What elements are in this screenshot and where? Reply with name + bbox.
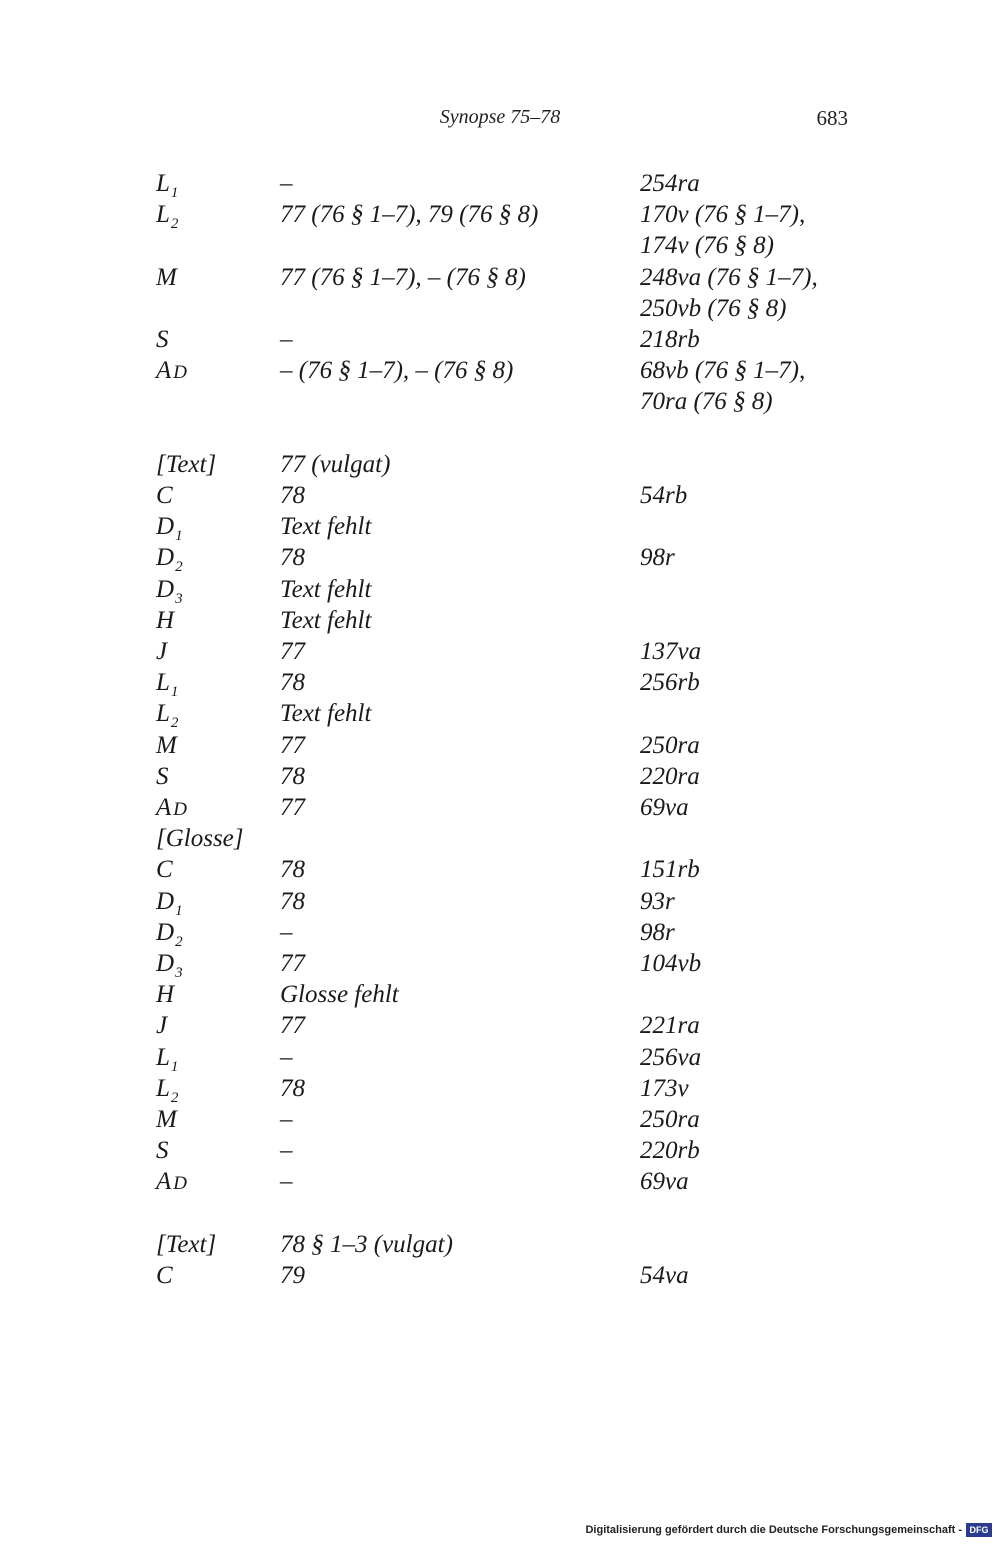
table-row (0, 792, 1000, 823)
table-row (0, 1166, 1000, 1197)
siglum-letter: D (156, 575, 175, 603)
table-row (0, 574, 1000, 605)
dfg-logo: DFG (966, 1523, 992, 1537)
siglum-letter: L (156, 1043, 170, 1071)
chapter-cell: 78 (280, 762, 305, 790)
siglum-cell (156, 1010, 169, 1045)
siglum-letter: [Text] (156, 1230, 217, 1258)
siglum-letter: D (156, 918, 175, 946)
table-row (0, 262, 1000, 293)
siglum-subscript: 1 (175, 902, 183, 919)
siglum-letter: D (156, 513, 175, 541)
siglum-letter: H (156, 606, 175, 634)
siglum-cell (156, 230, 158, 265)
siglum-letter: [Text] (156, 450, 217, 478)
table-row (0, 1260, 1000, 1291)
siglum-subscript: 3 (175, 965, 183, 981)
folio-cell: 137va (640, 638, 702, 665)
siglum-cell (156, 1260, 175, 1295)
siglum-letter: S (156, 1137, 169, 1165)
table-row (0, 542, 1000, 576)
siglum-letter: J (156, 1012, 168, 1040)
folio-cell: 69va (640, 1168, 689, 1196)
chapter-cell: – (280, 1168, 293, 1196)
folio-cell: 248va (76 § 1–7), (640, 263, 818, 291)
siglum-letter: S (156, 762, 169, 790)
siglum-cell (156, 605, 176, 640)
siglum-letter: [Glosse] (156, 825, 244, 853)
table-row (0, 449, 1000, 480)
chapter-cell: 78 (280, 1074, 305, 1102)
digitization-credit: Digitalisierung gefördert durch die Deutsche Forschungsgemeinschaft - (585, 1524, 962, 1536)
folio-cell: 104vb (640, 950, 702, 977)
siglum-letter: M (156, 1106, 177, 1133)
folio-cell: 256va (640, 1043, 702, 1071)
siglum-cell (156, 854, 175, 889)
folio-cell: 174v (76 § 8) (640, 232, 774, 260)
chapter-cell: – (280, 170, 293, 197)
table-row (0, 1135, 1000, 1166)
folio-cell: 221ra (640, 1012, 700, 1040)
siglum-cell (156, 636, 169, 671)
siglum-letter: D (156, 887, 175, 915)
table-row (0, 511, 1000, 545)
siglum-subscript: 2 (170, 216, 179, 233)
table-row (0, 418, 1000, 449)
siglum-cell (156, 948, 184, 983)
siglum-cell (156, 449, 218, 484)
folio-cell: 68vb (76 § 1–7), (640, 357, 806, 385)
siglum-letter: H (156, 981, 175, 1009)
siglum-cell (156, 886, 184, 921)
siglum-cell (156, 667, 179, 702)
siglum-letter: L (156, 1074, 170, 1102)
table-row (0, 636, 1000, 667)
table-row (0, 1229, 1000, 1260)
folio-cell: 250vb (76 § 8) (640, 294, 787, 322)
table-row (0, 979, 1000, 1010)
chapter-cell: 78 (280, 669, 305, 697)
table-row (0, 293, 1000, 324)
chapter-cell: – (280, 1137, 293, 1165)
siglum-cell (156, 1229, 218, 1264)
siglum-letter: L (156, 700, 170, 728)
folio-cell: 250ra (640, 1106, 700, 1133)
folio-cell: 98r (640, 918, 675, 946)
folio-cell: 54rb (640, 482, 688, 509)
siglum-cell (156, 168, 179, 203)
siglum-cell (156, 792, 187, 827)
chapter-cell: Text fehlt (280, 575, 372, 603)
siglum-cell (156, 823, 246, 858)
siglum-cell (156, 574, 184, 609)
siglum-letter: C (156, 1262, 173, 1289)
table-row (0, 168, 1000, 199)
table-row (0, 1073, 1000, 1104)
chapter-cell: 78 (280, 856, 305, 884)
siglum-letter: L (156, 669, 170, 697)
chapter-cell: – (280, 1106, 293, 1133)
table-row (0, 886, 1000, 917)
folio-cell: 220rb (640, 1137, 700, 1165)
folio-cell: 69va (640, 794, 689, 821)
table-row (0, 1042, 1000, 1073)
table-row (0, 917, 1000, 948)
siglum-cell (156, 698, 179, 733)
folio-cell: 70ra (76 § 8) (640, 388, 773, 416)
folio-cell: 250ra (640, 731, 700, 759)
folio-cell: 93r (640, 887, 675, 915)
siglum-letter: L (156, 170, 170, 197)
siglum-cell (156, 730, 179, 765)
table-row (0, 324, 1000, 355)
folio-cell: 98r (640, 544, 675, 572)
chapter-cell: 78 § 1–3 (vulgat) (280, 1230, 453, 1258)
siglum-cell (156, 324, 171, 359)
siglum-cell (156, 1073, 179, 1108)
siglum-smallcaps: D (173, 1173, 188, 1195)
siglum-cell (156, 761, 171, 796)
siglum-cell (156, 355, 187, 390)
siglum-smallcaps: D (173, 362, 188, 384)
table-row (0, 948, 1000, 979)
chapter-cell: 77 (76 § 1–7), 79 (76 § 8) (280, 201, 539, 229)
siglum-letter: L (156, 201, 170, 229)
folio-cell: 256rb (640, 669, 700, 697)
table-row (0, 730, 1000, 761)
page-number: 683 (816, 106, 848, 130)
table-row (0, 698, 1000, 732)
siglum-cell (156, 1198, 158, 1233)
chapter-cell: 78 (280, 482, 305, 509)
folio-cell: 220ra (640, 762, 700, 790)
folio-cell: 54va (640, 1262, 689, 1289)
chapter-cell: – (76 § 1–7), – (76 § 8) (280, 357, 514, 385)
siglum-cell (156, 199, 179, 234)
siglum-subscript: 2 (175, 933, 183, 950)
chapter-cell: 79 (280, 1262, 305, 1289)
siglum-subscript: 1 (170, 684, 179, 701)
chapter-cell: 77 (vulgat) (280, 450, 391, 478)
siglum-subscript: 1 (170, 1058, 179, 1075)
siglum-letter: C (156, 856, 173, 884)
table-row (0, 667, 1000, 701)
table-row (0, 761, 1000, 792)
siglum-cell (156, 418, 158, 453)
folio-cell: 218rb (640, 326, 700, 353)
siglum-letter: A (156, 794, 172, 821)
chapter-cell: Text fehlt (280, 606, 372, 634)
siglum-cell (156, 1104, 179, 1139)
siglum-letter: S (156, 326, 169, 353)
folio-cell: 151rb (640, 856, 700, 884)
table-row (0, 1104, 1000, 1135)
chapter-cell: 77 (76 § 1–7), – (76 § 8) (280, 263, 526, 291)
siglum-cell (156, 917, 184, 952)
siglum-cell (156, 979, 176, 1014)
table-row (0, 605, 1000, 636)
siglum-subscript: 1 (170, 185, 179, 201)
siglum-letter: J (156, 638, 168, 665)
page-title: Synopse 75–78 (439, 106, 561, 128)
chapter-cell: – (280, 1043, 293, 1071)
siglum-cell (156, 293, 158, 328)
chapter-cell: 77 (280, 950, 305, 977)
siglum-cell (156, 480, 175, 515)
chapter-cell: Text fehlt (280, 513, 372, 541)
chapter-cell: 77 (280, 794, 305, 821)
siglum-letter: M (156, 731, 177, 759)
chapter-cell: – (280, 326, 293, 353)
siglum-cell (156, 386, 158, 421)
chapter-cell: 77 (280, 1012, 305, 1040)
table-row (0, 1198, 1000, 1229)
table-row (0, 1010, 1000, 1041)
folio-cell: 170v (76 § 1–7), (640, 201, 806, 229)
siglum-letter: D (156, 950, 175, 977)
table-row (0, 854, 1000, 885)
siglum-letter: A (156, 1168, 172, 1196)
siglum-subscript: 3 (175, 590, 183, 607)
chapter-cell: Glosse fehlt (280, 981, 399, 1009)
siglum-subscript: 2 (175, 559, 183, 576)
table-row (0, 355, 1000, 386)
siglum-smallcaps: D (173, 799, 188, 820)
table-row (0, 199, 1000, 233)
siglum-letter: A (156, 357, 172, 385)
folio-cell: 254ra (640, 170, 700, 197)
chapter-cell: 78 (280, 887, 305, 915)
siglum-cell (156, 542, 184, 577)
siglum-cell (156, 1042, 179, 1077)
table-row (0, 480, 1000, 511)
chapter-cell: 77 (280, 731, 305, 759)
siglum-letter: D (156, 544, 175, 572)
chapter-cell: – (280, 918, 293, 946)
table-row (0, 230, 1000, 261)
siglum-letter: C (156, 482, 173, 509)
siglum-subscript: 2 (170, 715, 179, 732)
siglum-letter: M (156, 263, 177, 291)
siglum-subscript: 2 (170, 1089, 179, 1106)
chapter-cell: 77 (280, 638, 305, 665)
siglum-cell (156, 1166, 187, 1201)
chapter-cell: Text fehlt (280, 700, 372, 728)
siglum-cell (156, 1135, 171, 1170)
siglum-cell (156, 262, 179, 297)
table-row (0, 386, 1000, 417)
folio-cell: 173v (640, 1074, 689, 1102)
table-row (0, 823, 1000, 854)
siglum-cell (156, 511, 184, 546)
siglum-subscript: 1 (175, 528, 183, 545)
chapter-cell: 78 (280, 544, 305, 572)
